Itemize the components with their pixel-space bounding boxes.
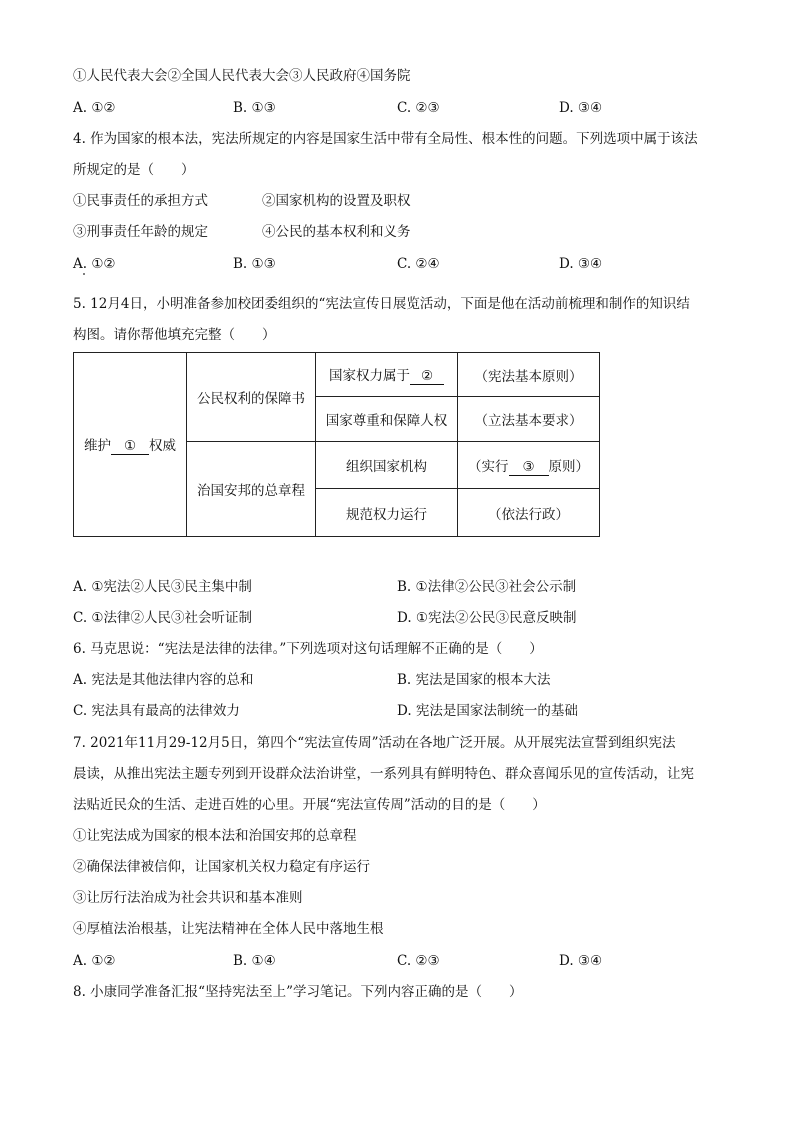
q6-option-b: B. 宪法是国家的根本大法 <box>397 672 551 688</box>
root-suffix: 权威 <box>149 438 176 454</box>
note3-suffix: 原则） <box>548 458 589 475</box>
q4-item-3: ③刑事责任年龄的规定 <box>73 224 208 240</box>
q3-option-a: A. ①② <box>73 100 116 116</box>
knowledge-structure-table <box>73 352 600 537</box>
q8-stem: 8. 小康同学准备汇报“坚持宪法至上”学习笔记。下列内容正确的是（ ） <box>73 984 523 1000</box>
q7-stem-line2: 晨读，从推出宪法主题专列到开设群众法治讲堂，一系列具有鲜明特色、群众喜闻乐见的宣传活动，让宪 <box>73 766 694 782</box>
q4-item-4: ④公民的基本权利和义务 <box>262 224 411 240</box>
q5-stem-line2: 构图。请你帮他填充完整（ ） <box>73 327 276 343</box>
q5-option-b: B. ①法律②公民③社会公示制 <box>397 579 577 595</box>
leaf-organize-cell: 组织国家机构 <box>316 442 458 489</box>
leaf-human-rights-cell: 国家尊重和保障人权 <box>316 397 458 442</box>
blank-2: ② <box>410 368 444 385</box>
q6-option-a: A. 宪法是其他法律内容的总和 <box>73 672 254 688</box>
q7-item-2: ②确保法律被信仰，让国家机关权力稳定有序运行 <box>73 859 370 875</box>
branch-charter-cell: 治国安邦的总章程 <box>187 442 316 537</box>
q7-item-4: ④厚植法治根基，让宪法精神在全体人民中落地生根 <box>73 921 384 937</box>
q7-stem-line1: 7. 2021年11月29-12月5日，第四个“宪法宣传周”活动在各地广泛开展。从开展宪法宣誓到组织宪法 <box>73 735 676 751</box>
q4-stem-line1: 4. 作为国家的根本法，宪法所规定的内容是国家生活中带有全局性、根本性的问题。下列选项中属于该法 <box>73 131 698 147</box>
branch-rights-cell: 公民权利的保障书 <box>187 353 316 442</box>
note-administration-cell: （依法行政） <box>458 489 600 537</box>
q6-stem: 6. 马克思说：“宪法是法律的法律。”下列选项对这句话理解不正确的是（ ） <box>73 641 543 657</box>
q7-option-d: D. ③④ <box>559 953 603 969</box>
note3-prefix: （实行 <box>468 458 509 475</box>
q7-item-1: ①让宪法成为国家的根本法和治国安邦的总章程 <box>73 828 357 844</box>
q3-option-b: B. ①③ <box>233 100 276 116</box>
q4-option-b: B. ①③ <box>233 256 276 272</box>
q4-item-1: ①民事责任的承担方式 <box>73 193 208 209</box>
note-principle-cell: （宪法基本原则） <box>458 353 600 397</box>
stray-dot <box>83 273 85 275</box>
note-centralism-cell <box>458 442 600 489</box>
q3-items: ①人民代表大会②全国人民代表大会③人民政府④国务院 <box>73 68 411 84</box>
root-cell <box>74 353 187 537</box>
leaf-power-prefix: 国家权力属于 <box>329 368 410 384</box>
blank-3: ③ <box>509 459 549 476</box>
q3-option-c: C. ②③ <box>397 100 440 116</box>
q5-option-c: C. ①法律②人民③社会听证制 <box>73 610 253 626</box>
q3-option-d: D. ③④ <box>559 100 603 116</box>
q5-stem-line1: 5. 12月4日，小明准备参加校团委组织的“宪法宣传日展览活动，下面是他在活动前梳理和制作的知识结 <box>73 296 690 312</box>
q4-item-2: ②国家机构的设置及职权 <box>262 193 411 209</box>
note-legislation-cell: （立法基本要求） <box>458 397 600 442</box>
q5-option-d: D. ①宪法②公民③民意反映制 <box>397 610 577 626</box>
leaf-power-cell <box>316 353 458 397</box>
q7-item-3: ③让厉行法治成为社会共识和基本准则 <box>73 890 303 906</box>
root-prefix: 维护 <box>84 438 111 454</box>
q5-option-a: A. ①宪法②人民③民主集中制 <box>73 579 252 595</box>
q4-stem-line2: 所规定的是（ ） <box>73 162 195 178</box>
q7-option-a: A. ①② <box>73 953 116 969</box>
blank-1: ① <box>111 438 149 455</box>
q6-option-c: C. 宪法具有最高的法律效力 <box>73 703 240 719</box>
q7-stem-line3: 法贴近民众的生活、走进百姓的心里。开展“宪法宣传周”活动的目的是（ ） <box>73 797 546 813</box>
q4-option-c: C. ②④ <box>397 256 440 272</box>
q7-option-b: B. ①④ <box>233 953 276 969</box>
q4-option-d: D. ③④ <box>559 256 603 272</box>
q6-option-d: D. 宪法是国家法制统一的基础 <box>397 703 578 719</box>
q7-option-c: C. ②③ <box>397 953 440 969</box>
leaf-regulate-cell: 规范权力运行 <box>316 489 458 537</box>
q4-option-a: A. ①② <box>73 256 116 272</box>
